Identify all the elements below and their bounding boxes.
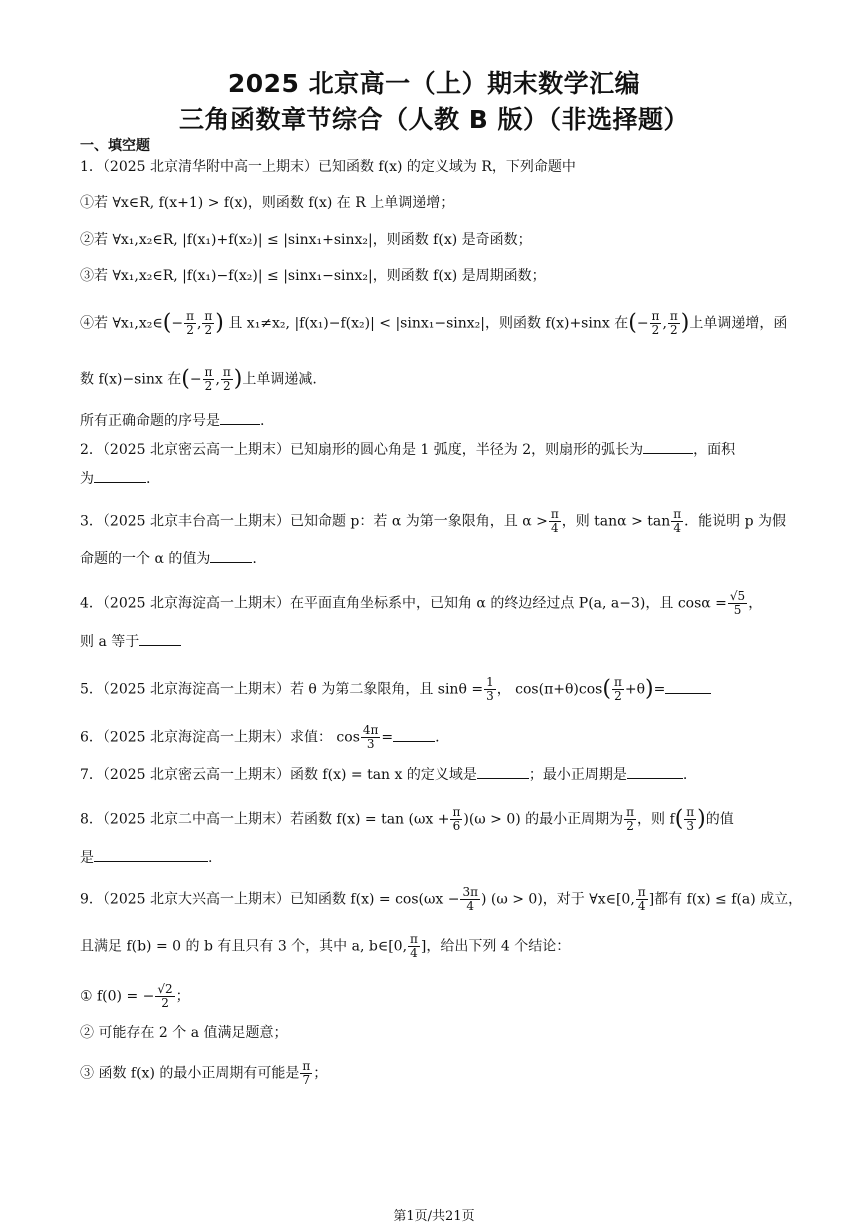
q9-conclusion-1: ① f(0) = − $\frac{√2}{2}$ ； (80, 982, 190, 1010)
answer-blank[interactable] (94, 847, 208, 862)
fraction: $\frac{√2}{2}$ (157, 982, 173, 1010)
answer-blank[interactable] (477, 764, 529, 779)
fraction: $\frac{\pi}{3}$ (686, 805, 695, 833)
fraction: $\frac{\pi}{2}$ (222, 365, 231, 393)
fraction: $\frac{4\pi}{3}$ (362, 723, 379, 751)
q1-proposition-4-cont: 数 f(x)−sinx 在(− $\frac{\pi}{2}$ , $\frac{\pi}{2}$ )上单调递减. (80, 365, 317, 393)
fraction: $\frac{\pi}{4}$ (410, 932, 418, 960)
answer-blank[interactable] (94, 468, 146, 483)
page-subtitle: 三角函数章节综合（人教 B 版）（非选择题） (179, 105, 689, 134)
fraction: $\frac{\pi}{2}$ (613, 675, 622, 703)
q5-text: 5．（2025 北京海淀高一上期末）若 θ 为第二象限角，且 sinθ = $\frac{1}{3}$ ， cos(π+θ)cos( $\frac{\pi}{2}$ +θ)= (80, 676, 711, 703)
q9-text-cont: 且满足 f(b) = 0 的 b 有且只有 3 个，其中 a, b∈[0, $\frac{\pi}{4}$ ]，给出下列 4 个结论： (80, 932, 571, 960)
q9-text: 9．（2025 北京大兴高一上期末）已知函数 f(x) = cos(ωx − $\frac{3\pi}{4}$ ) (ω > 0)，对于 ∀x∈[0, $\frac{\pi}{4}$ ]都有 f(x) ≤ f(a) 成立， (80, 885, 803, 913)
q1-ask: 所有正确命题的序号是 . (80, 410, 264, 431)
fraction: $\frac{3\pi}{4}$ (462, 885, 479, 913)
q7-text: 7．（2025 北京密云高一上期末）函数 f(x) = tan x 的定义域是 ；最小正周期是 . (80, 764, 687, 785)
answer-blank[interactable] (210, 548, 252, 563)
q1-proposition-3: ③若 ∀x₁,x₂∈R, |f(x₁)−f(x₂)| ≤ |sinx₁−sinx₂|，则函数 f(x) 是周期函数； (80, 268, 546, 284)
answer-blank[interactable] (627, 764, 683, 779)
fraction: $\frac{\pi}{2}$ (669, 309, 678, 337)
fraction: $\frac{\pi}{6}$ (452, 805, 461, 833)
q4-text: 4．（2025 北京海淀高一上期末）在平面直角坐标系中，已知角 α 的终边经过点 P(a, a−3)，且 cosα = $\frac{√5}{5}$ ， (80, 589, 763, 617)
fraction: $\frac{\pi}{4}$ (637, 885, 646, 913)
q8-text-cont: 是 . (80, 847, 212, 868)
fraction: $\frac{\pi}{4}$ (550, 507, 559, 535)
q3-text-cont: 命题的一个 α 的值为 . (80, 548, 257, 569)
fraction: $\frac{\pi}{2}$ (626, 805, 635, 833)
q4-text-cont: 则 a 等于 (80, 631, 181, 652)
fraction: $\frac{\pi}{7}$ (302, 1059, 311, 1087)
page-title: 2025 北京高一（上）期末数学汇编 (227, 69, 641, 98)
answer-blank[interactable] (665, 679, 711, 694)
fraction: $\frac{\pi}{2}$ (204, 365, 213, 393)
q8-text: 8．（2025 北京二中高一上期末）若函数 f(x) = tan (ωx + $\frac{\pi}{6}$ )(ω > 0) 的最小正周期为 $\frac{\pi}{2}$ ，则 f( $\frac{\pi}{3}$ )的值 (80, 805, 734, 833)
page-number: 第1页/共21页 (393, 1209, 475, 1224)
answer-blank[interactable] (393, 727, 435, 742)
q9-conclusion-2: ② 可能存在 2 个 a 值满足题意； (80, 1025, 288, 1041)
q6-text: 6．（2025 北京海淀高一上期末）求值： cos $\frac{4\pi}{3}$ = . (80, 723, 440, 751)
q3-text: 3．（2025 北京丰台高一上期末）已知命题 p：若 α 为第一象限角，且 α > $\frac{\pi}{4}$ ，则 tanα > tan $\frac{\pi}{4}$ ．能说明 p 为假 (80, 507, 787, 535)
fraction: $\frac{√5}{5}$ (729, 589, 746, 617)
fraction: $\frac{\pi}{2}$ (651, 309, 660, 337)
answer-blank[interactable] (139, 631, 181, 646)
answer-blank[interactable] (220, 410, 260, 425)
fraction: $\frac{\pi}{4}$ (673, 507, 682, 535)
q1-proposition-2: ②若 ∀x₁,x₂∈R, |f(x₁)+f(x₂)| ≤ |sinx₁+sinx₂|，则函数 f(x) 是奇函数； (80, 232, 532, 248)
fraction: $\frac{1}{3}$ (486, 675, 494, 703)
q1-proposition-1: ①若 ∀x∈R, f(x+1) > f(x)，则函数 f(x) 在 R 上单调递增； (80, 195, 455, 211)
answer-blank[interactable] (643, 439, 693, 454)
q1-stem: 1．（2025 北京清华附中高一上期末）已知函数 f(x) 的定义域为 R，下列命题中 (80, 159, 576, 175)
q2-text-cont: 为 . (80, 468, 150, 489)
q9-conclusion-3: ③ 函数 f(x) 的最小正周期有可能是 $\frac{\pi}{7}$ ； (80, 1059, 328, 1087)
q2-text: 2．（2025 北京密云高一上期末）已知扇形的圆心角是 1 弧度，半径为 2，则扇形的弧长为 ，面积 (80, 439, 735, 460)
fraction: $\frac{\pi}{2}$ (186, 309, 194, 337)
q1-proposition-4: ④若 ∀x₁,x₂∈(− $\frac{\pi}{2}$ , $\frac{\pi}{2}$ ) 且 x₁≠x₂, |f(x₁)−f(x₂)| < |sinx₁−sinx₂|，则函数 f(x)+sinx 在(− $\frac{\pi}{2}$ , $\frac{\pi}{2}$ )上单调递增，函 (80, 309, 788, 337)
fraction: $\frac{\pi}{2}$ (204, 309, 213, 337)
section-heading: 一、填空题 (80, 138, 150, 154)
